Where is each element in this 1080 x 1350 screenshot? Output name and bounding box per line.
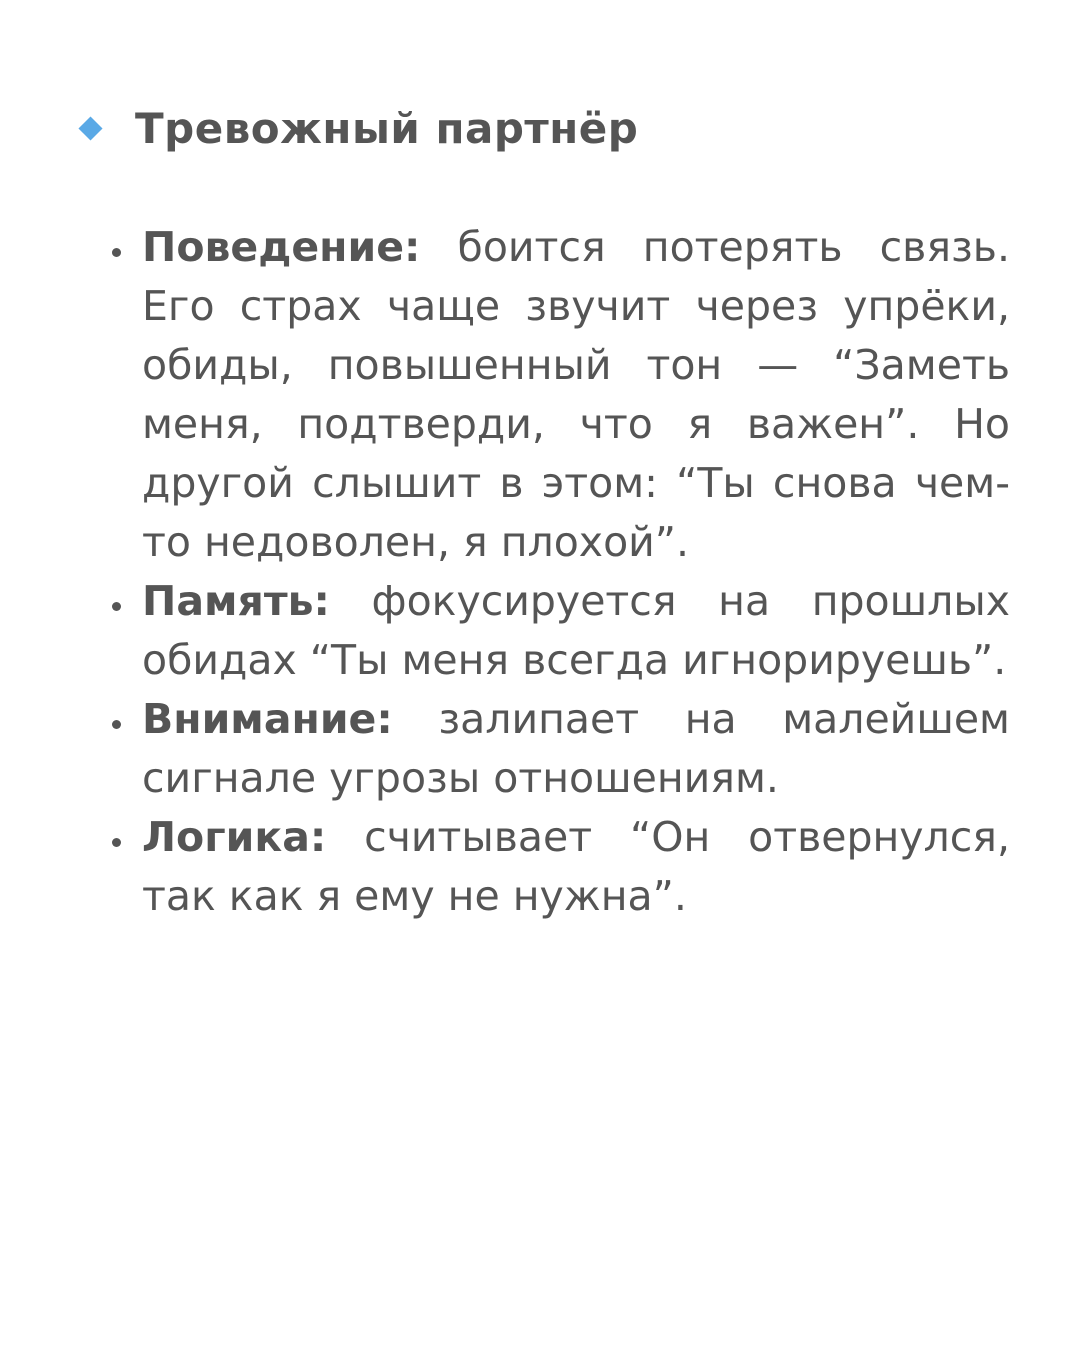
heading-title: Тревожный партнёр: [135, 104, 639, 153]
item-description: считывает “Он отвернулся, так как я ему не нужна”.: [142, 813, 1010, 920]
item-term: Поведение:: [142, 223, 421, 271]
list-item-attention: [108, 690, 1010, 808]
list-item-text: [142, 572, 1010, 690]
item-description: фокусируется на прошлых обидах “Ты меня всегда игнорируешь”.: [142, 577, 1010, 684]
item-term: Память:: [142, 577, 330, 625]
item-term: Логика:: [142, 813, 327, 861]
list-item-text: [142, 690, 1010, 808]
list-item-logic: [108, 808, 1010, 926]
section-heading: [78, 104, 638, 153]
list-item-behavior: [108, 218, 1010, 572]
list-item-memory: [108, 572, 1010, 690]
item-term: Внимание:: [142, 695, 393, 743]
bullet-icon: [112, 602, 121, 611]
diamond-icon: [78, 116, 102, 140]
bullet-icon: [112, 720, 121, 729]
list-item-text: [142, 808, 1010, 926]
list-item-text: [142, 218, 1010, 572]
item-description: боится потерять связь. Его страх чаще звучит через упрёки, обиды, повышенный тон — “Заметь меня, подтверди, что я важен”. Но другой слышит в этом: “Ты снова чем-то недоволен, я плохой”.: [142, 223, 1010, 566]
item-description: залипает на малейшем сигнале угрозы отношениям.: [142, 695, 1010, 802]
bullet-icon: [112, 838, 121, 847]
bullet-icon: [112, 248, 121, 257]
bullet-list: [108, 218, 1010, 926]
